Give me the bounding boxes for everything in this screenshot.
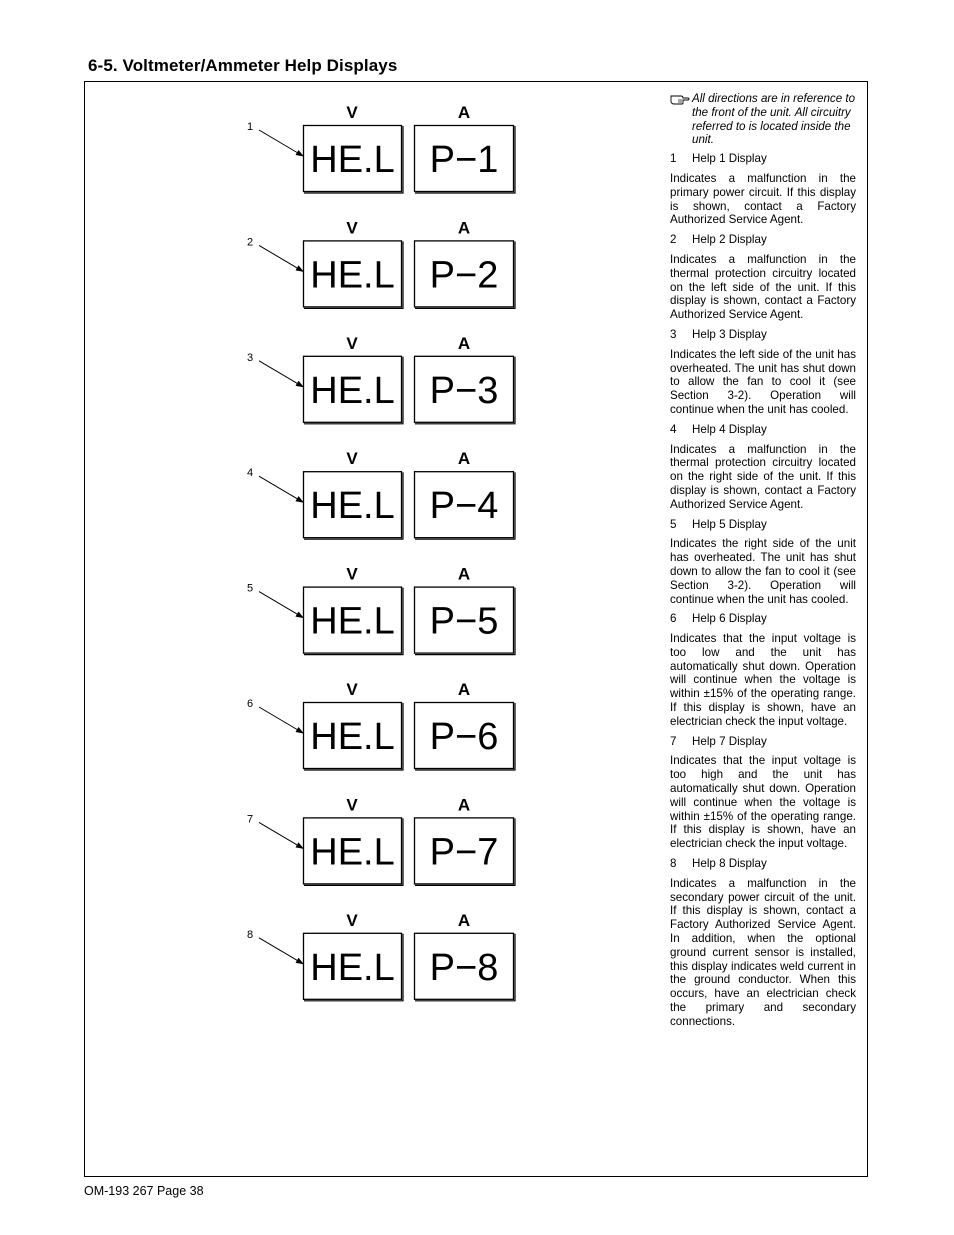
help-item-heading (670, 233, 856, 247)
help-item-heading (670, 152, 856, 166)
callout-arrow (259, 245, 303, 271)
ammeter-readout: P−1 (429, 139, 499, 181)
ammeter-readout: P−4 (429, 485, 499, 528)
help-item-heading (670, 857, 856, 871)
amp-label: A (457, 333, 471, 353)
callout-number: 4 (247, 467, 254, 480)
instructions-column (670, 92, 856, 1035)
callout-number: 1 (247, 121, 254, 133)
callout-arrow (259, 592, 303, 618)
callout-number: 7 (247, 813, 254, 826)
help-items-list (670, 152, 856, 1028)
help-item-title: Help 5 Display (692, 517, 767, 531)
pointing-hand-icon (670, 93, 690, 109)
volt-label: V (346, 564, 358, 584)
amp-label: A (457, 103, 471, 122)
help-item-title: Help 2 Display (692, 233, 767, 247)
help-item-heading (670, 612, 856, 626)
amp-label: A (457, 449, 471, 469)
help-item-description: Indicates a malfunction in the thermal protection circuitry located on the left side of the unit. If this display is shown, contact a Factory Authorized Service Agent. (670, 252, 856, 322)
voltmeter-readout: HE.L (310, 600, 395, 643)
help-item-number: 3 (670, 327, 677, 341)
help-item-description: Indicates the right side of the unit has overheated. The unit has shut down to allow the fan to cool it (see Section 3-2). Operation will continue when the unit has cooled. (670, 537, 856, 606)
volt-label: V (346, 103, 358, 122)
callout-number: 2 (247, 236, 254, 249)
page-footer: OM-193 267 Page 38 (84, 1184, 204, 1198)
help-item-number: 8 (670, 857, 677, 871)
help-item-title: Help 3 Display (692, 327, 767, 341)
help-item-number: 2 (670, 233, 677, 247)
help-item-description: Indicates the left side of the unit has overheated. The unit has shut down to allow the fan to cool it (see Section 3-2). Operation will continue when the unit has cooled. (670, 347, 856, 416)
callout-number: 3 (247, 351, 254, 364)
volt-label: V (346, 449, 358, 469)
help-item-description: Indicates a malfunction in the secondary power circuit of the unit. If this display is shown, contact a Factory Authorized Service Agent. In addition, when the optional ground current sensor is installed, this display indicates weld current in the ground conductor. When this occurs, have an electrician check the primary and secondary connections. (670, 876, 856, 1028)
callout-arrow (259, 822, 303, 848)
help-item-number: 5 (670, 517, 677, 531)
help-item-heading (670, 735, 856, 749)
voltmeter-readout: HE.L (310, 139, 395, 181)
voltmeter-readout: HE.L (310, 485, 395, 528)
voltmeter-readout: HE.L (310, 254, 395, 297)
help-item-number: 4 (670, 422, 677, 436)
ammeter-readout: P−2 (429, 254, 499, 297)
callout-arrow (259, 361, 303, 387)
volt-label: V (346, 333, 358, 353)
amp-label: A (457, 795, 471, 815)
callout-arrow (259, 130, 303, 156)
note (670, 92, 856, 147)
callout-arrow (259, 938, 303, 964)
volt-label: V (346, 680, 358, 699)
amp-label: A (457, 680, 471, 699)
note-text: All directions are in reference to the front of the unit. All circuitry referred to is located inside the unit. (692, 92, 856, 147)
ammeter-readout: P−8 (429, 946, 499, 989)
help-item-title: Help 7 Display (692, 734, 767, 748)
volt-label: V (346, 218, 358, 238)
callout-number: 5 (247, 582, 254, 595)
help-item-title: Help 4 Display (692, 422, 767, 436)
help-item-description: Indicates a malfunction in the thermal protection circuitry located on the right side of the unit. If this display is shown, contact a Factory Authorized Service Agent. (670, 442, 856, 511)
callout-arrow (259, 707, 303, 733)
help-item-number: 6 (670, 612, 677, 626)
help-item-heading (670, 518, 856, 532)
ammeter-readout: P−7 (429, 831, 499, 874)
section-title: 6-5. Voltmeter/Ammeter Help Displays (88, 56, 398, 75)
voltmeter-readout: HE.L (310, 369, 395, 412)
help-item-number: 1 (670, 152, 677, 166)
help-item-title: Help 8 Display (692, 857, 767, 871)
help-item-number: 7 (670, 734, 677, 748)
voltmeter-readout: HE.L (310, 831, 395, 874)
volt-label: V (346, 795, 358, 815)
callout-arrow (259, 476, 303, 502)
amp-label: A (457, 564, 471, 584)
help-item-heading (670, 423, 856, 437)
volt-label: V (346, 910, 358, 930)
amp-label: A (457, 218, 471, 238)
voltmeter-readout: HE.L (310, 716, 395, 758)
ammeter-readout: P−5 (429, 600, 499, 643)
help-item-heading (670, 328, 856, 342)
help-item-description: Indicates a malfunction in the primary power circuit. If this display is shown, contact a Factory Authorized Service Agent. (670, 171, 856, 227)
ammeter-readout: P−3 (429, 369, 499, 412)
help-item-description: Indicates that the input voltage is too high and the unit has automatically shut down. Operation will continue when the voltage is within ±15% of the operating range. If this display is shown, have an electrician check the input voltage. (670, 754, 856, 851)
amp-label: A (457, 910, 471, 930)
ammeter-readout: P−6 (429, 716, 499, 758)
help-item-description: Indicates that the input voltage is too low and the unit has automatically shut down. Operation will continue when the voltage is within ±15% of the operating range. If this display is shown, have an electrician check the input voltage. (670, 632, 856, 728)
callout-number: 6 (247, 698, 254, 710)
help-item-title: Help 6 Display (692, 612, 767, 626)
voltmeter-readout: HE.L (310, 946, 395, 989)
callout-number: 8 (247, 928, 254, 941)
help-item-title: Help 1 Display (692, 152, 767, 166)
